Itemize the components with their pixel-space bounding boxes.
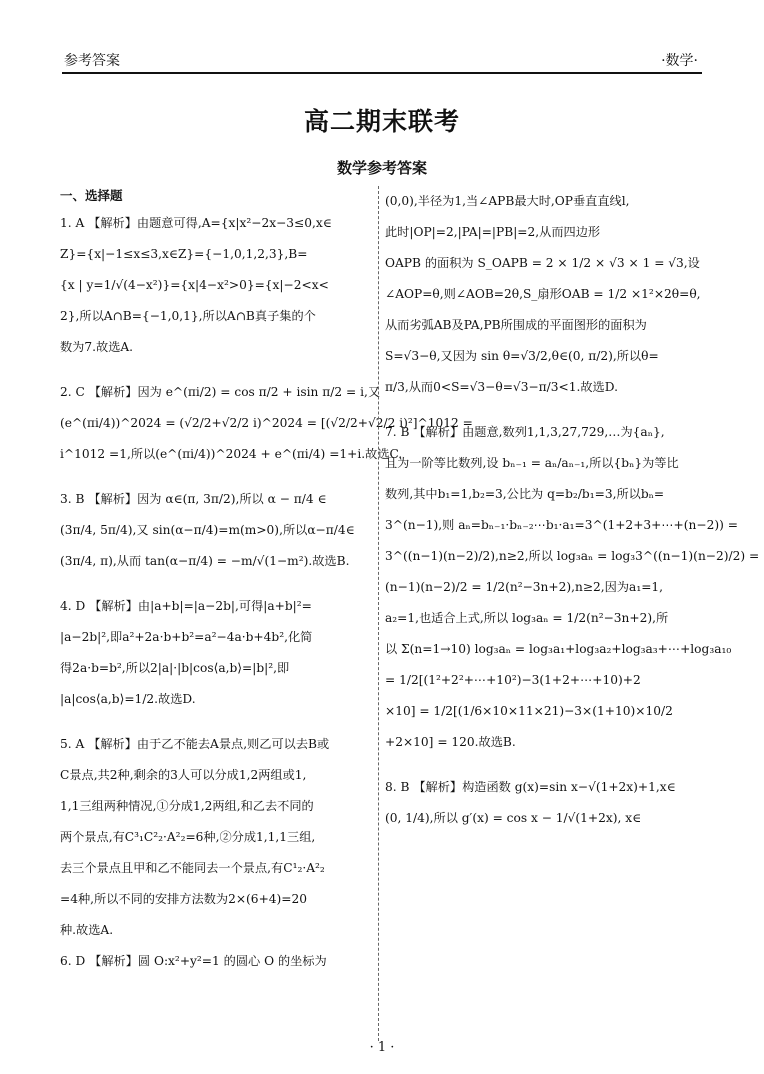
text-line: ∠AOP=θ,则∠AOB=2θ,S_扇形OAB = 1/2 ×1²×2θ=θ, [385,287,701,301]
text-line: C景点,共2种,剩余的3人可以分成1,2两组或1, [60,768,307,782]
text-line: 8. B 【解析】构造函数 g(x)=sin x−√(1+2x)+1,x∈ [385,780,676,794]
text-line: a₂=1,也适合上式,所以 log₃aₙ = 1/2(n²−3n+2),所 [385,611,669,625]
text-line: = 1/2[(1²+2²+⋯+10²)−3(1+2+⋯+10)+2 [385,673,641,687]
text-line: {x | y=1/√(4−x²)}={x|4−x²>0}={x|−2<x< [60,278,329,292]
text-line: (e^(πi/4))^2024 = (√2/2+√2/2 i)^2024 = [(√2/2+√2/2 i)²]^1012 = [60,416,473,430]
text-line: 数列,其中b₁=1,b₂=3,公比为 q=b₂/b₁=3,所以bₙ= [385,487,665,501]
text-line: 3. B 【解析】因为 α∈(π, 3π/2),所以 α − π/4 ∈ [60,492,327,506]
text-line: +2×10] = 120.故选B. [385,735,516,749]
header-left: 参考答案 [64,53,120,69]
text-line: 4. D 【解析】由|a+b|=|a−2b|,可得|a+b|²= [60,599,312,613]
text-line: Z}={x|−1≤x≤3,x∈Z}={−1,0,1,2,3},B= [60,247,308,261]
text-line: 此时|OP|=2,|PA|=|PB|=2,从而四边形 [385,225,601,239]
text-line: 且为一阶等比数列,设 bₙ₋₁ = aₙ/aₙ₋₁,所以{bₙ}为等比 [385,456,679,470]
text-line: OAPB 的面积为 S_OAPB = 2 × 1/2 × √3 × 1 = √3,设 [385,256,700,270]
text-line: 6. D 【解析】圆 O:x²+y²=1 的圆心 O 的坐标为 [60,954,327,968]
text-line: |a|cos⟨a,b⟩=1/2.故选D. [60,692,196,706]
page-number: · 1 · [369,1040,395,1055]
header-rule [62,72,702,74]
text-line: 2},所以A∩B={−1,0,1},所以A∩B真子集的个 [60,309,316,323]
header-right: ·数学· [661,53,698,69]
text-line: ×10] = 1/2[(1/6×10×11×21)−3×(1+10)×10/2 [385,704,673,718]
text-line: 以 Σ(n=1→10) log₃aₙ = log₃a₁+log₃a₂+log₃a₃+⋯+log₃a₁₀ [385,642,732,656]
text-line: (0, 1/4),所以 g′(x) = cos x − 1/√(1+2x), x∈ [385,811,642,825]
section-title: 一、选择题 [60,188,123,203]
text-line: 1. A 【解析】由题意可得,A={x|x²−2x−3≤0,x∈ [60,216,332,230]
text-line: π/3,从而0<S=√3−θ=√3−π/3<1.故选D. [385,380,618,394]
text-line: 种.故选A. [60,923,114,937]
page-subtitle: 数学参考答案 [336,159,427,177]
text-line: (0,0),半径为1,当∠APB最大时,OP垂直直线l, [385,194,630,208]
text-line: 3^((n−1)(n−2)/2),n≥2,所以 log₃aₙ = log₃3^((n−1)(n−2)/2) = [385,549,760,563]
page-title: 高二期末联考 [303,107,460,136]
text-line: (3π/4, π),从而 tan(α−π/4) = −m/√(1−m²).故选B. [60,554,350,568]
text-line: 3^(n−1),则 aₙ=bₙ₋₁·bₙ₋₂⋯b₁·a₁=3^(1+2+3+⋯+(n−2)) = [385,518,738,532]
column-divider [378,186,379,1041]
text-line: (n−1)(n−2)/2 = 1/2(n²−3n+2),n≥2,因为a₁=1, [385,580,664,594]
text-line: 7. B 【解析】由题意,数列1,1,3,27,729,…为{aₙ}, [385,425,665,439]
text-line: 得2a·b=b²,所以2|a|·|b|cos⟨a,b⟩=|b|²,即 [60,661,290,675]
text-line: 从而劣弧AB及PA,PB所围成的平面图形的面积为 [385,318,647,332]
text-line: 数为7.故选A. [60,340,134,354]
text-line: 1,1三组两种情况,①分成1,2两组,和乙去不同的 [60,799,314,813]
text-line: |a−2b|²,即a²+2a·b+b²=a²−4a·b+4b²,化简 [60,630,313,644]
text-line: 两个景点,有C³₁C²₂·A²₂=6种,②分成1,1,1三组, [60,830,316,844]
text-line: i^1012 =1,所以(e^(πi/4))^2024 + e^(πi/4) =1+i.故选C. [60,447,403,461]
text-line: (3π/4, 5π/4),又 sin(α−π/4)=m(m>0),所以α−π/4∈ [60,523,355,537]
text-line: 5. A 【解析】由于乙不能去A景点,则乙可以去B或 [60,737,330,751]
text-line: 2. C 【解析】因为 e^(πi/2) = cos π/2 + isin π/2 = i,又 [60,385,381,399]
text-line: =4种,所以不同的安排方法数为2×(6+4)=20 [60,892,308,906]
right-column [385,186,760,834]
text-line: S=√3−θ,又因为 sin θ=√3/2,θ∈(0, π/2),所以θ= [385,349,659,363]
text-line: 去三个景点且甲和乙不能同去一个景点,有C¹₂·A²₂ [60,861,325,875]
